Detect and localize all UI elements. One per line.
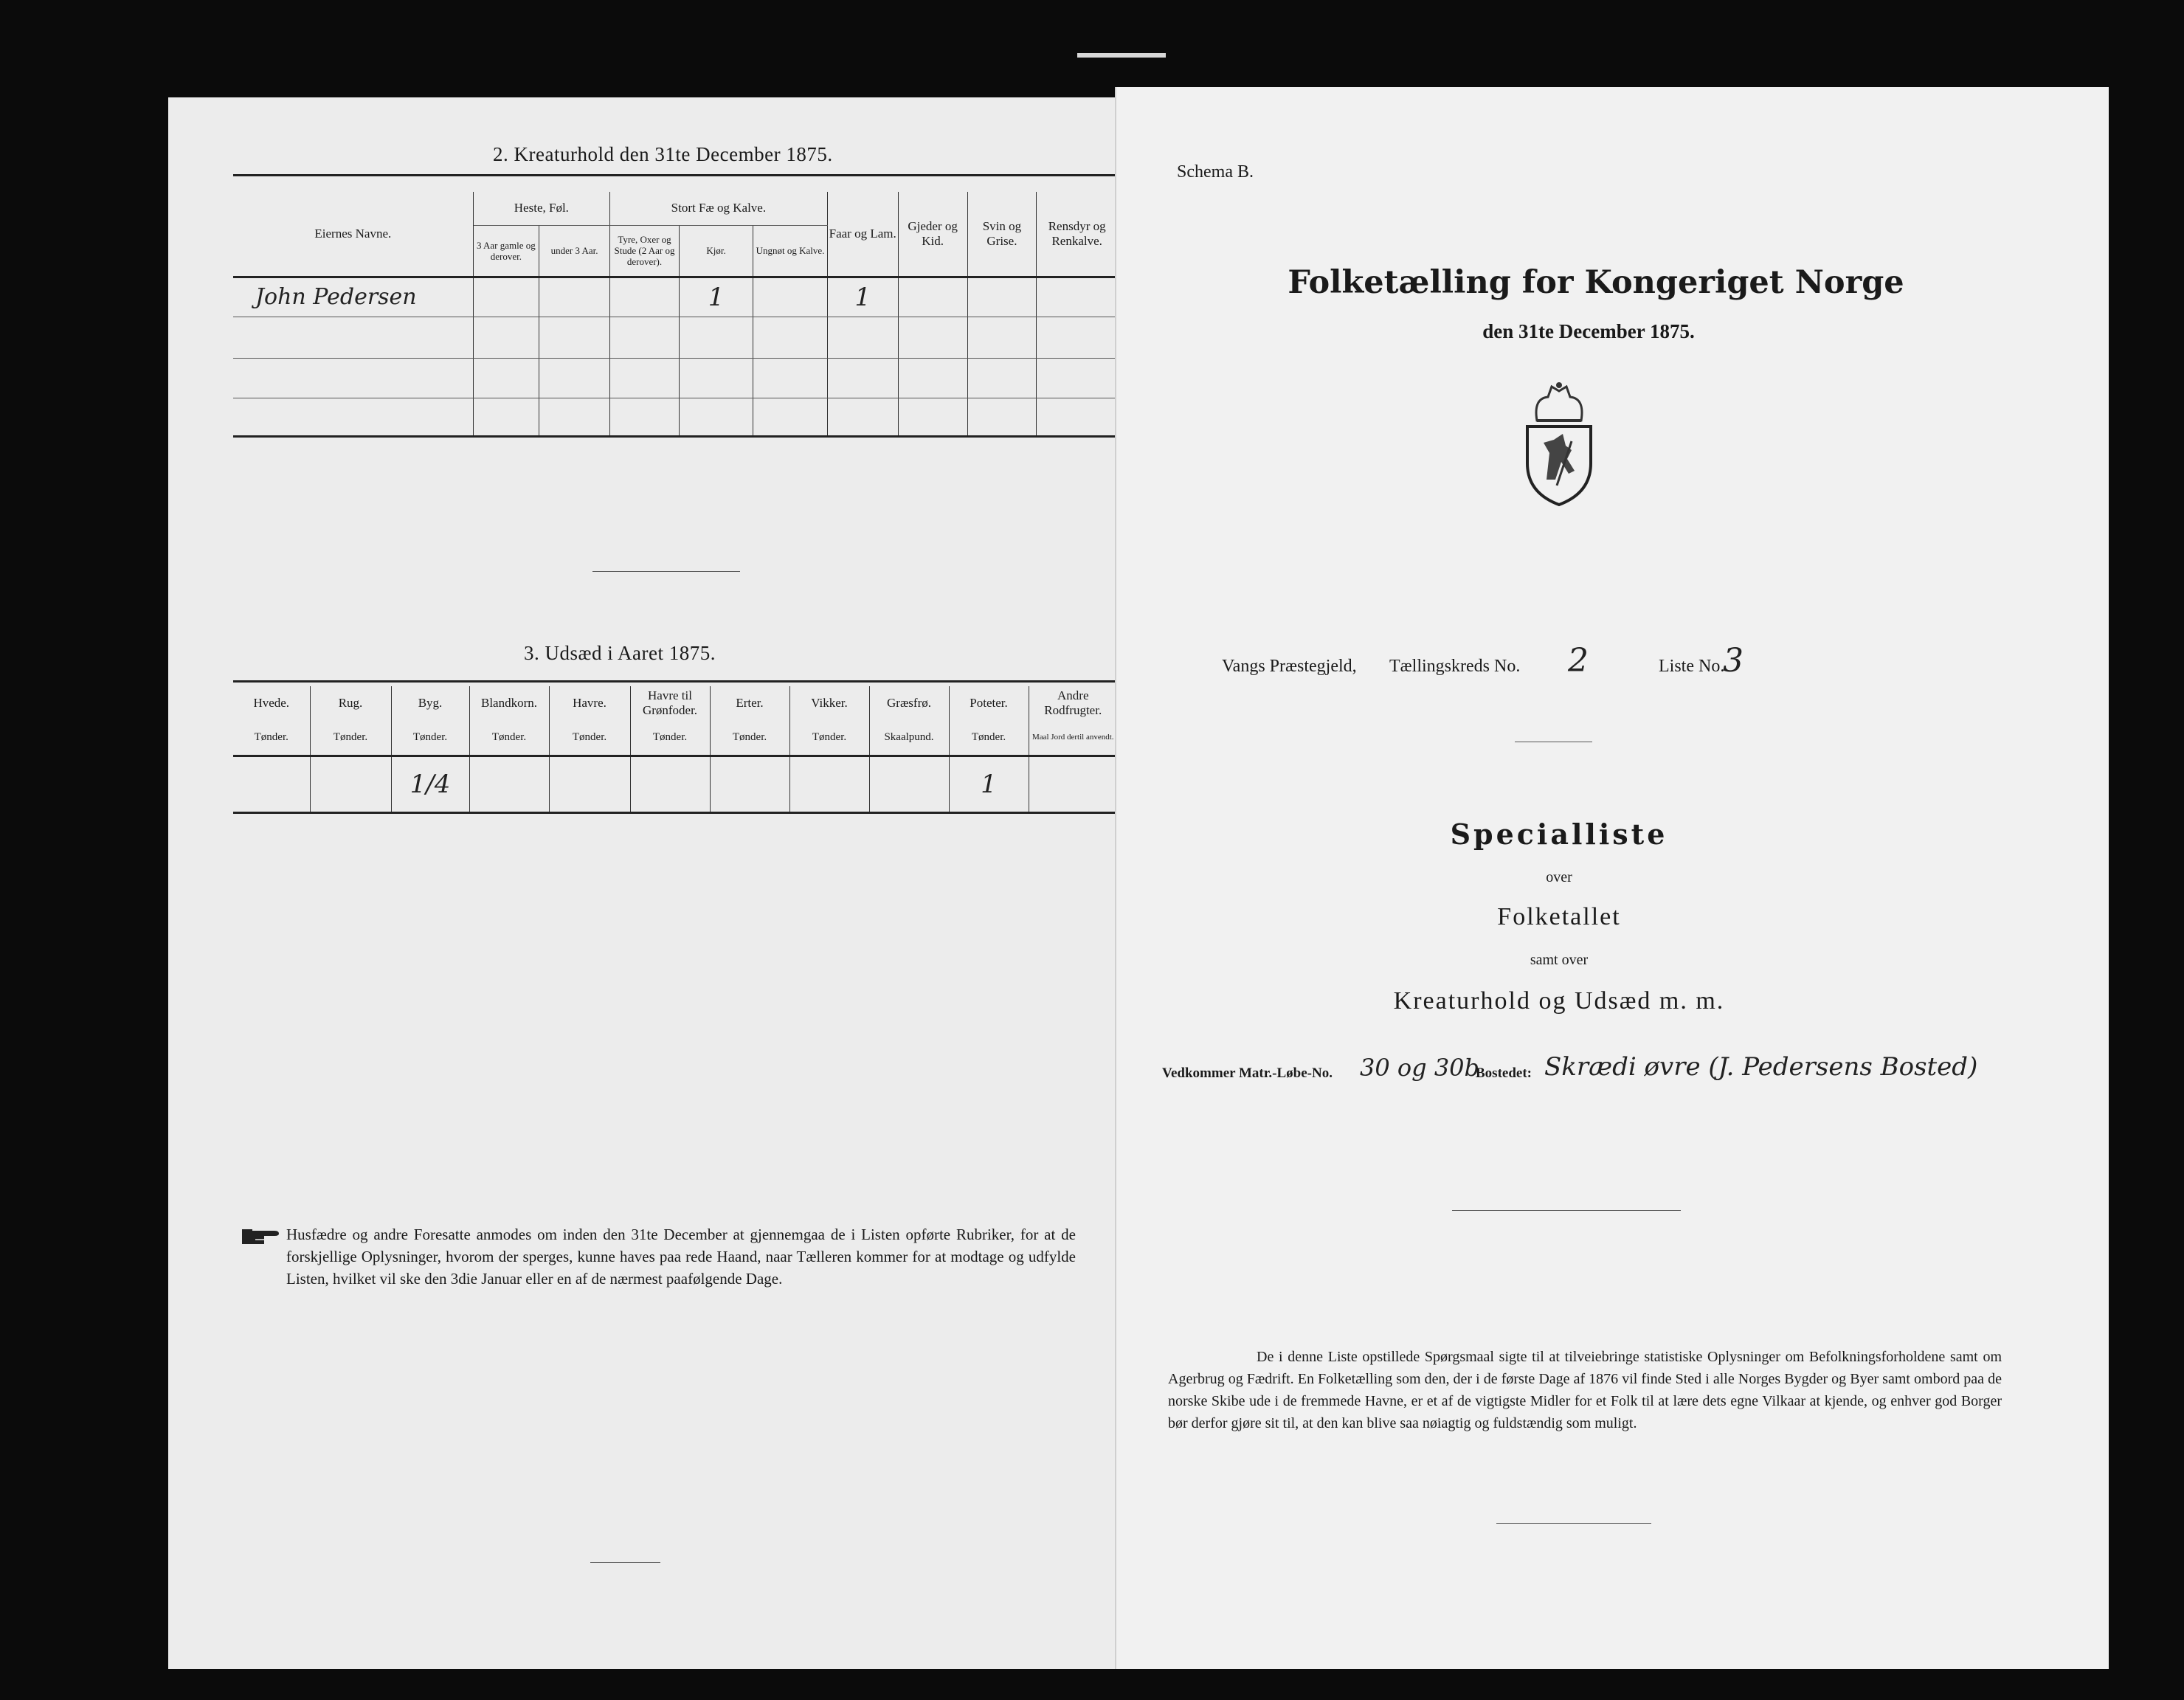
folketallet-label: Folketallet xyxy=(1497,903,1621,930)
col-horses-young: under 3 Aar. xyxy=(539,225,610,277)
over-label-1: over xyxy=(1546,869,1572,885)
scanner-top-mark xyxy=(1077,53,1166,58)
col-owner-header: Eiernes Navne. xyxy=(233,192,473,277)
section3-title: 3. Udsæd i Aaret 1875. xyxy=(524,642,716,664)
crop-header-8: Græsfrø. xyxy=(869,686,949,720)
samt-over-label: samt over xyxy=(1530,952,1589,968)
district-label: Tællingskreds No. xyxy=(1389,657,1521,676)
col-cows: Kjør. xyxy=(679,225,753,277)
poteter-value-cell: 1 xyxy=(949,756,1029,812)
divider-4 xyxy=(1452,1210,1681,1211)
byg-value-cell: 1/4 xyxy=(391,756,469,812)
crop-header-9: Poteter. xyxy=(949,686,1029,720)
crop-header-7: Vikker. xyxy=(789,686,869,720)
livestock-table xyxy=(233,192,1117,438)
crop-header-3: Blandkorn. xyxy=(469,686,549,720)
right-page xyxy=(1116,87,2109,1669)
special-title: Specialliste xyxy=(1450,818,1668,851)
col-cattle-header: Stort Fæ og Kalve. xyxy=(610,192,828,225)
parish-label: Vangs Præstegjeld, xyxy=(1222,657,1357,676)
pointing-hand-icon xyxy=(242,1226,280,1247)
crop-header-5: Havre til Grønfoder. xyxy=(630,686,710,720)
col-horses-header: Heste, Føl. xyxy=(473,192,609,225)
col-reindeer-header: Rensdyr og Renkalve. xyxy=(1037,192,1117,277)
bosted-label: Bostedet: xyxy=(1476,1065,1532,1081)
crop-header-2: Byg. xyxy=(391,686,469,720)
divider-5 xyxy=(1496,1523,1651,1524)
bosted-value: Skrædi øvre (J. Pedersens Bosted) xyxy=(1544,1052,1978,1082)
explanation-paragraph: De i denne Liste opstillede Spørgsmaal sigte til at tilveiebringe statistiske Oplysninger om Befolkningsforholdene samt om Agerbrug og Fædrift. En Folketælling som den, der i de første Dage af 1876 vil finde Sted i alle Norges Bygder og Byer samt ombord paa de norske Skibe ude i de fremmede Havne, er et af de vigtigste Midler for et Folk til at lære dets egne Vilkaar at kjende, og enhver god Borger bør derfor gjøre sit til, at den kan blive saa nøiagtig og fuldstændig som muligt. xyxy=(1168,1349,2002,1431)
section3-top-rule xyxy=(233,680,1117,683)
census-date: den 31te December 1875. xyxy=(1482,320,1695,342)
crop-unit-7: Tønder. xyxy=(789,720,869,756)
list-label: Liste No. xyxy=(1659,657,1725,676)
divider-1 xyxy=(592,571,740,572)
col-pigs-header: Svin og Grise. xyxy=(967,192,1037,277)
section3-bottom-rule xyxy=(233,812,1117,814)
col-goats-header: Gjeder og Kid. xyxy=(898,192,967,277)
crop-header-6: Erter. xyxy=(710,686,789,720)
crop-unit-3: Tønder. xyxy=(469,720,549,756)
section2-top-rule xyxy=(233,174,1117,176)
crop-unit-4: Tønder. xyxy=(549,720,630,756)
kreatur-udsaed-label: Kreaturhold og Udsæd m. m. xyxy=(1393,987,1725,1015)
col-bulls: Tyre, Oxer og Stude (2 Aar og derover). xyxy=(610,225,680,277)
crop-table xyxy=(233,686,1117,812)
district-value: 2 xyxy=(1568,642,1589,680)
crop-header-4: Havre. xyxy=(549,686,630,720)
crop-unit-8: Skaalpund. xyxy=(869,720,949,756)
crop-unit-5: Tønder. xyxy=(630,720,710,756)
norway-coat-of-arms-icon xyxy=(1511,382,1607,508)
cows-value-cell: 1 xyxy=(679,277,753,317)
list-value: 3 xyxy=(1723,642,1744,680)
section2-title: 2. Kreaturhold den 31te December 1875. xyxy=(493,143,833,165)
main-title: Folketælling for Kongeriget Norge xyxy=(1288,264,1904,301)
col-horses-old: 3 Aar gamle og derover. xyxy=(473,225,539,277)
crop-header-1: Rug. xyxy=(310,686,391,720)
crop-header-0: Hvede. xyxy=(233,686,310,720)
left-page xyxy=(168,97,1116,1669)
crop-unit-6: Tønder. xyxy=(710,720,789,756)
owner-name-cell: John Pedersen xyxy=(233,277,473,317)
crop-unit-2: Tønder. xyxy=(391,720,469,756)
col-sheep-header: Faar og Lam. xyxy=(827,192,898,277)
crop-unit-9: Tønder. xyxy=(949,720,1029,756)
col-calves: Ungnøt og Kalve. xyxy=(753,225,827,277)
crop-unit-10: Maal Jord dertil anvendt. xyxy=(1029,720,1117,756)
crop-unit-0: Tønder. xyxy=(233,720,310,756)
matr-value: 30 og 30b xyxy=(1360,1054,1480,1082)
sheep-value-cell: 1 xyxy=(827,277,898,317)
notice-paragraph: Husfædre og andre Foresatte anmodes om inden den 31te December at gjennemgaa de i Listen opførte Rubriker, for at de forskjellige Oplysninger, hvorom der sperges, kunne haves paa rede Haand, naar Tælleren kommer for at modtage og udfylde Listen, hvilket vil ske den 3die Januar eller en af de nærmest paafølgende Dage. xyxy=(286,1226,1076,1288)
crop-header-10: Andre Rodfrugter. xyxy=(1029,686,1117,720)
divider-2 xyxy=(590,1562,660,1563)
crop-unit-1: Tønder. xyxy=(310,720,391,756)
matr-label: Vedkommer Matr.-Løbe-No. xyxy=(1162,1065,1333,1081)
schema-label: Schema B. xyxy=(1177,162,1254,182)
